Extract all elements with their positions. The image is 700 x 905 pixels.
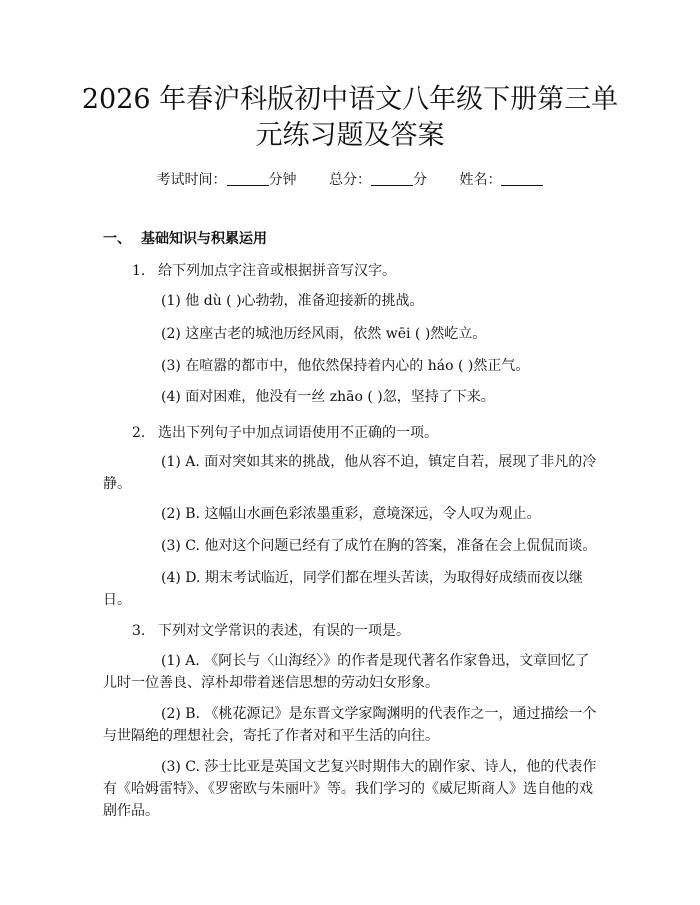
title-line-2: 元练习题及答案: [255, 120, 445, 151]
question-3-item: (2) B. 《桃花源记》是东晋文学家陶渊明的代表作之一，通过描绘一个与世隔绝的理想社会，寄托了作者对和平生活的向往。: [103, 706, 597, 744]
time-field: 考试时间： 分钟: [156, 172, 297, 188]
question-3-item: (3) C. 莎士比亚是英国文艺复兴时期伟大的剧作家、诗人，他的代表作有《哈姆雷特》、《罗密欧与朱丽叶》等。我们学习的《威尼斯商人》选自他的戏剧作品。: [103, 759, 597, 819]
section-heading: 一、 基础知识与积累运用: [103, 231, 267, 247]
question-1-item: (4) 面对困难，他没有一丝 zhāo ( )忽，坚持了下来。: [161, 389, 495, 405]
score-field: 总分： 分: [329, 172, 427, 188]
question-3-item: (1) A. 《阿长与〈山海经〉》的作者是现代著名作家鲁迅，文章回忆了儿时一位善良、淳朴却带着迷信思想的劳动妇女形象。: [103, 653, 590, 691]
question-1-item: (2) 这座古老的城池历经风雨，依然 wēi ( )然屹立。: [161, 326, 487, 342]
question-1-item: (1) 他 dù ( )心勃勃，准备迎接新的挑战。: [161, 293, 424, 309]
time-blank: [227, 171, 269, 186]
question-2-item: (3) C. 他对这个问题已经有了成竹在胸的答案，准备在会上侃侃而谈。: [161, 538, 597, 554]
document-title: [0, 82, 700, 154]
name-field: 姓名：: [459, 171, 543, 189]
title-line-1: 2026 年春沪科版初中语文八年级下册第三单: [81, 84, 619, 115]
question-2-item: (1) A. 面对突如其来的挑战，他从容不迫，镇定自若，展现了非凡的冷静。: [103, 454, 597, 492]
question-3-stem: 3. 下列对文学常识的表述，有误的一项是。: [132, 623, 410, 639]
score-blank: [371, 171, 413, 186]
question-2-item: (4) D. 期末考试临近，同学们都在埋头苦读，为取得好成绩而夜以继日。: [103, 570, 583, 608]
question-2-stem: 2. 选出下列句子中加点词语使用不正确的一项。: [132, 425, 438, 441]
question-1-item: (3) 在喧嚣的都市中，他依然保持着内心的 háo ( )然正气。: [161, 358, 530, 374]
name-blank: [501, 171, 543, 186]
exam-meta: [0, 171, 700, 189]
question-2-item: (2) B. 这幅山水画色彩浓墨重彩，意境深远，令人叹为观止。: [161, 506, 541, 522]
question-1-stem: 1. 给下列加点字注音或根据拼音写汉字。: [132, 263, 396, 279]
